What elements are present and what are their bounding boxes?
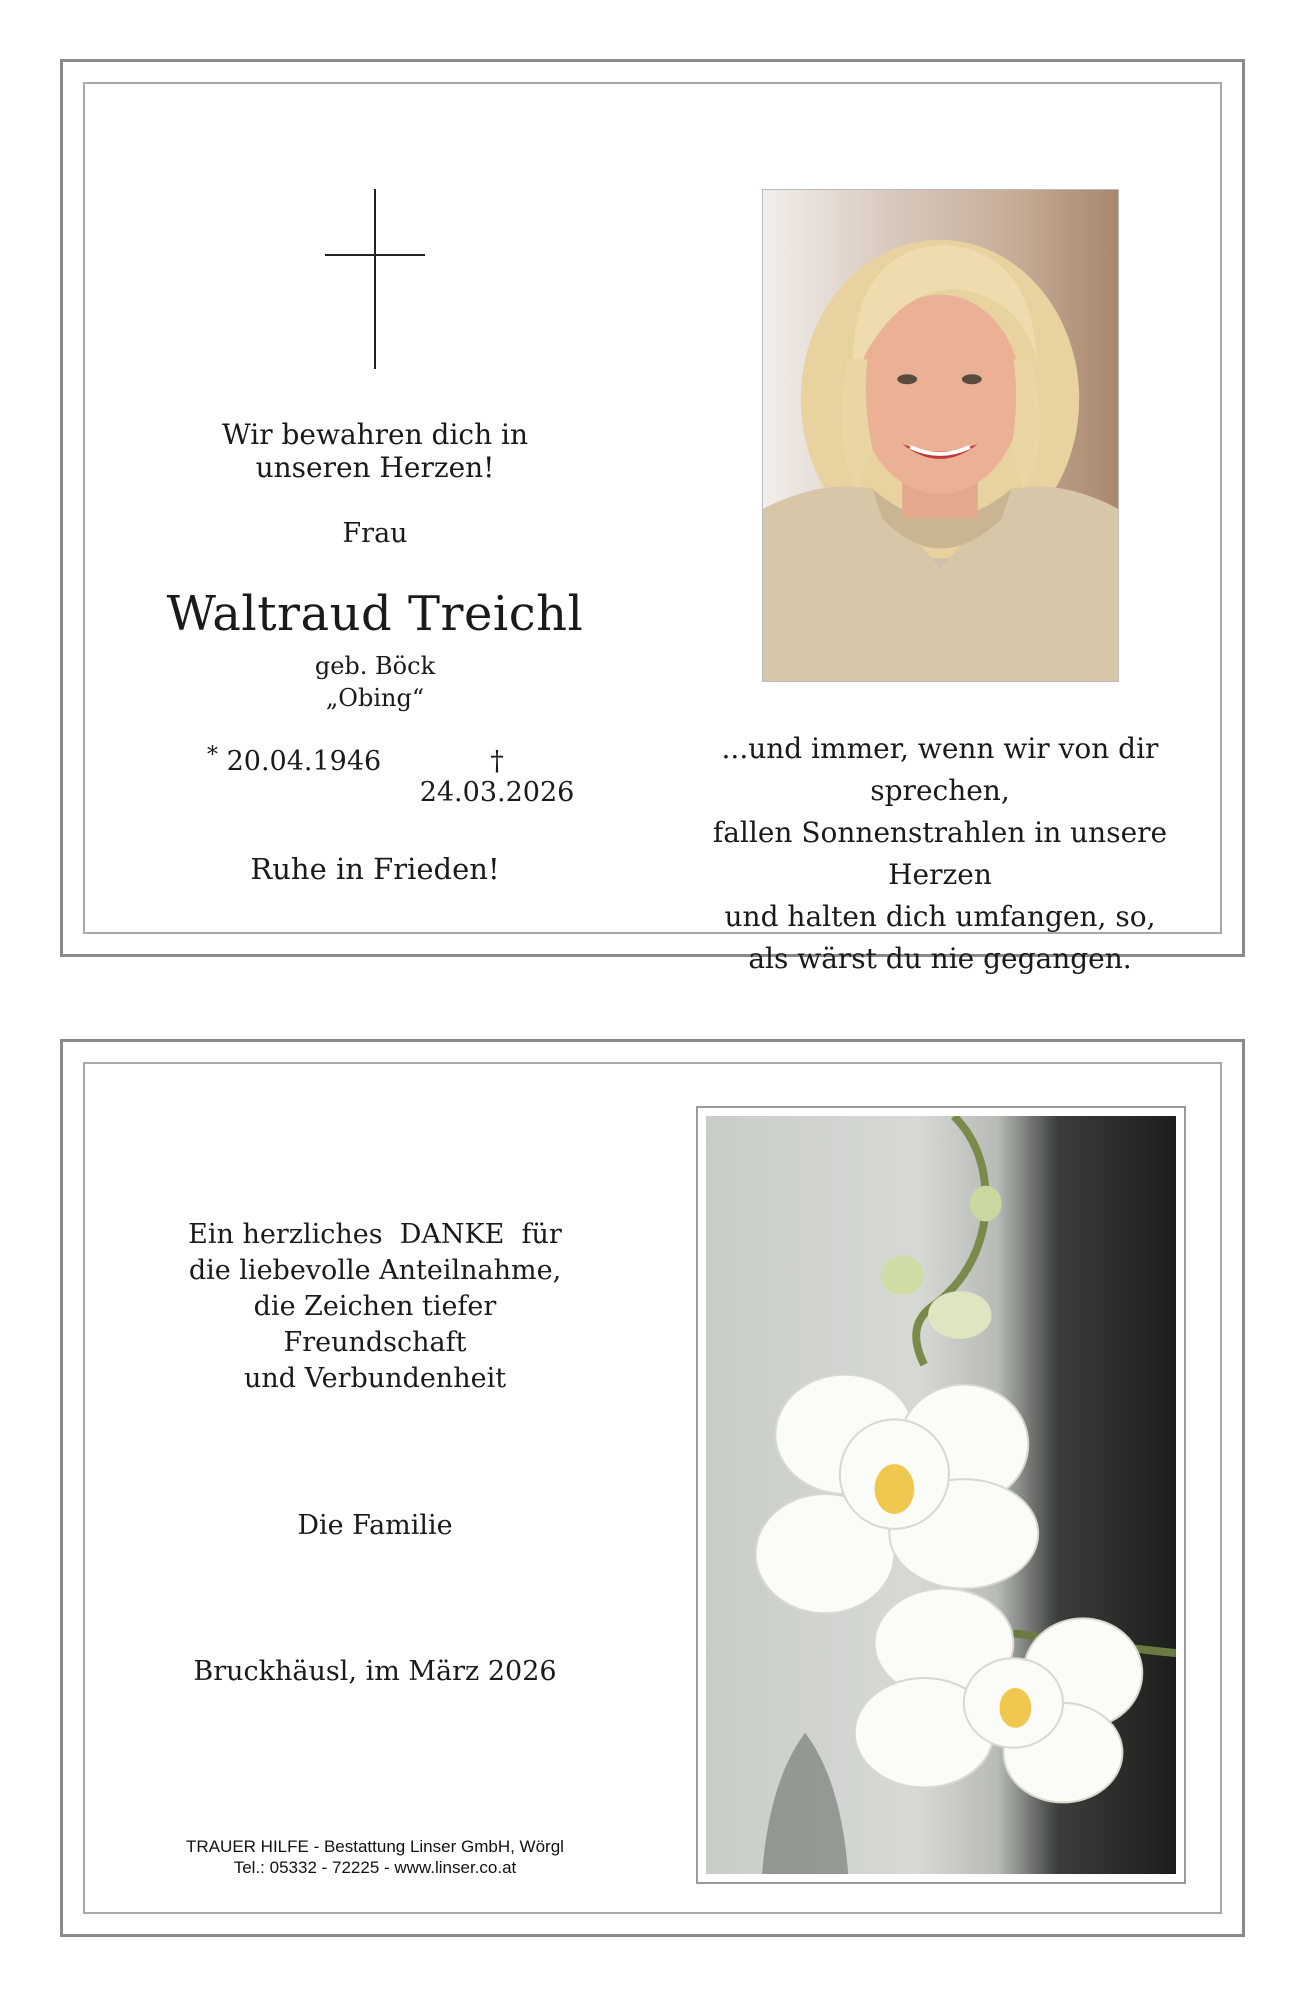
poem-line-4: als wärst du nie gegangen. xyxy=(748,942,1132,975)
motto-line-2: unseren Herzen! xyxy=(255,451,495,484)
death-date-group xyxy=(409,746,585,808)
family-signature: Die Familie xyxy=(297,1510,453,1541)
birth-star-icon: * xyxy=(207,743,218,768)
poem xyxy=(665,728,1215,980)
death-date: 24.03.2026 xyxy=(419,777,575,808)
cross-icon xyxy=(325,189,425,369)
imprint-line-2: Tel.: 05332 - 72225 - www.linser.co.at xyxy=(233,1858,517,1877)
back-card-inner-border xyxy=(83,1062,1222,1914)
deceased-name: Waltraud Treichl xyxy=(166,586,584,642)
orchid-photo xyxy=(706,1116,1176,1874)
thanks-line-1: Ein herzliches DANKE für xyxy=(188,1219,562,1250)
back-card xyxy=(60,1039,1245,1937)
poem-line-1: ...und immer, wenn wir von dir sprechen, xyxy=(721,732,1159,807)
funeral-home-imprint xyxy=(145,1836,605,1878)
front-card-inner-border xyxy=(83,82,1222,975)
poem-line-2: fallen Sonnenstrahlen in unsere Herzen xyxy=(712,816,1168,891)
death-cross-icon: † xyxy=(490,746,504,777)
poem-line-3: und halten dich umfangen, so, xyxy=(724,900,1156,933)
portrait-photo xyxy=(762,189,1119,682)
birth-date: 20.04.1946 xyxy=(226,746,382,777)
thanks-line-3: die Zeichen tiefer Freundschaft xyxy=(253,1291,497,1358)
motto xyxy=(165,418,585,484)
maiden-name-block xyxy=(165,650,585,714)
place-date: Bruckhäusl, im März 2026 xyxy=(193,1656,557,1687)
maiden-name: geb. Böck xyxy=(314,652,436,680)
orchid-photo-frame xyxy=(696,1106,1186,1884)
imprint-line-1: TRAUER HILFE - Bestattung Linser GmbH, Wörgl xyxy=(186,1837,564,1856)
title-frau: Frau xyxy=(342,518,408,549)
birth-date-group xyxy=(207,743,382,777)
thank-you-text xyxy=(165,1217,585,1397)
thanks-line-2: die liebevolle Anteilnahme, xyxy=(188,1255,562,1286)
motto-line-1: Wir bewahren dich in xyxy=(221,418,529,451)
thanks-line-4: und Verbundenheit xyxy=(243,1363,507,1394)
closing-text: Ruhe in Frieden! xyxy=(250,852,500,886)
nickname: „Obing“ xyxy=(325,684,425,712)
front-card xyxy=(60,59,1245,975)
